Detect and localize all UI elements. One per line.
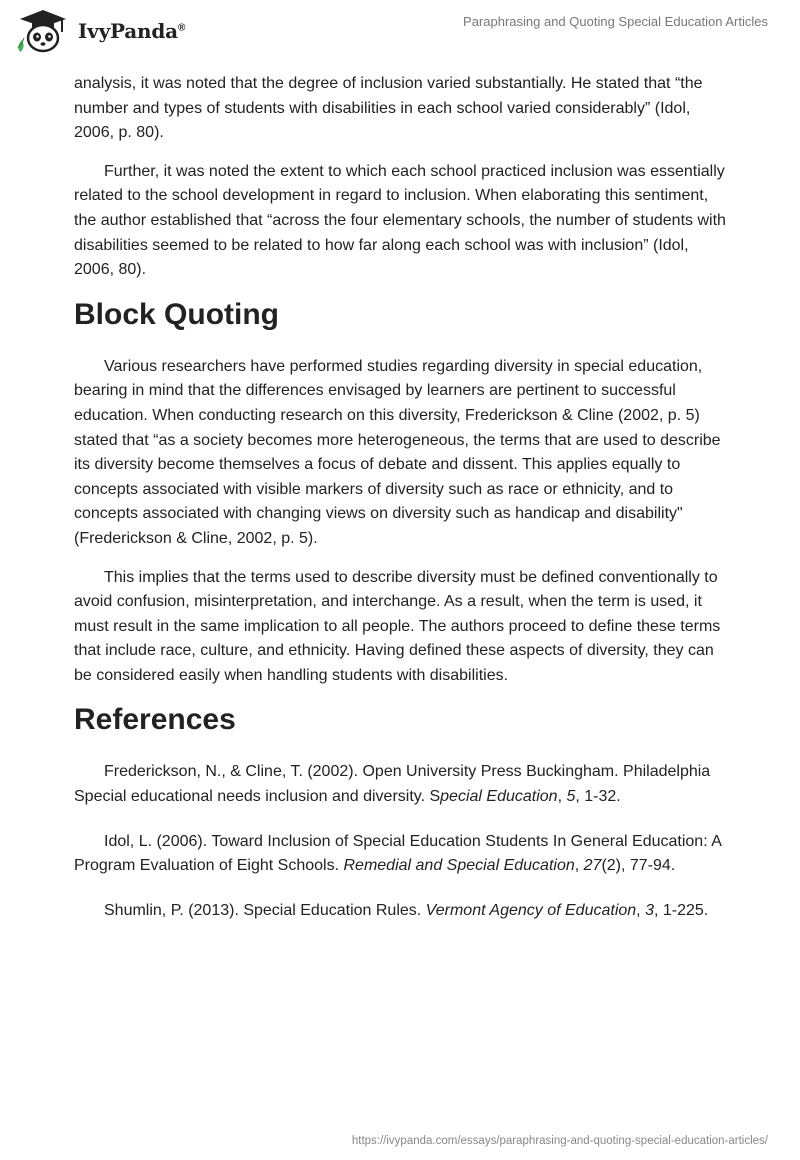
page-header xyxy=(0,0,800,64)
paragraph-2: Further, it was noted the extent to which each school practiced inclusion was essentially related to the school development in regard to inclusion. When elaborating this sentiment, the author established that “across the four elementary schools, the number of students with disabilities seemed to be related to how far along each school was with inclusion” (Idol, 2006, 80). xyxy=(74,162,726,279)
source-url-link[interactable]: https://ivypanda.com/essays/paraphrasing-and-quoting-special-education-articles/ xyxy=(351,1135,768,1147)
document-title: Paraphrasing and Quoting Special Education Articles xyxy=(463,14,768,29)
paragraph-3: Various researchers have performed studies regarding diversity in special education, bearing in mind that the differences envisaged by learners are pertinent to successful education. When conducting research on this diversity, Frederickson & Cline (2002, p. 5) stated that “as a society becomes more heterogeneous, the terms that are used to describe its diversity become themselves a focus of debate and dissent. This applies equally to concepts associated with visible markers of diversity such as race or ethnicity, and to concepts associated with changing views on diversity such as handicap and disability" (Frederickson & Cline, 2002, p. 5). xyxy=(74,357,721,547)
heading-references: References xyxy=(74,703,236,737)
paragraph-4: This implies that the terms used to describe diversity must be defined conventionally to avoid confusion, misinterpretation, and interchange. As a result, when the term is used, it must result in the same implication to all people. The authors proceed to define these terms that include race, culture, and ethnicity. Having defined these aspects of diversity, they can be considered easily when handling students with disabilities. xyxy=(74,568,721,684)
ivypanda-logo[interactable] xyxy=(14,8,214,54)
reference-item: Frederickson, N., & Cline, T. (2002). Open University Press Buckingham. Philadelphia Special educational needs inclusion and diversity. Special Education, 5, 1-32. xyxy=(74,763,711,806)
paragraph-1: analysis, it was noted that the degree of inclusion varied substantially. He stated that “the number and types of students with disabilities in each school varied considerably” (Idol, 2006, p. 80). xyxy=(74,75,703,142)
reference-item: Shumlin, P. (2013). Special Education Rules. Vermont Agency of Education, 3, 1-225. xyxy=(104,901,709,919)
reference-item: Idol, L. (2006). Toward Inclusion of Special Education Students In General Education: A Program Evaluation of Eight Schools. Remedial and Special Education, 27(2), 77-94. xyxy=(74,832,721,875)
brand-name: IvyPanda® xyxy=(78,19,186,43)
panda-mascot-icon xyxy=(14,8,72,54)
article-body xyxy=(74,72,726,943)
heading-block-quoting: Block Quoting xyxy=(74,297,279,331)
